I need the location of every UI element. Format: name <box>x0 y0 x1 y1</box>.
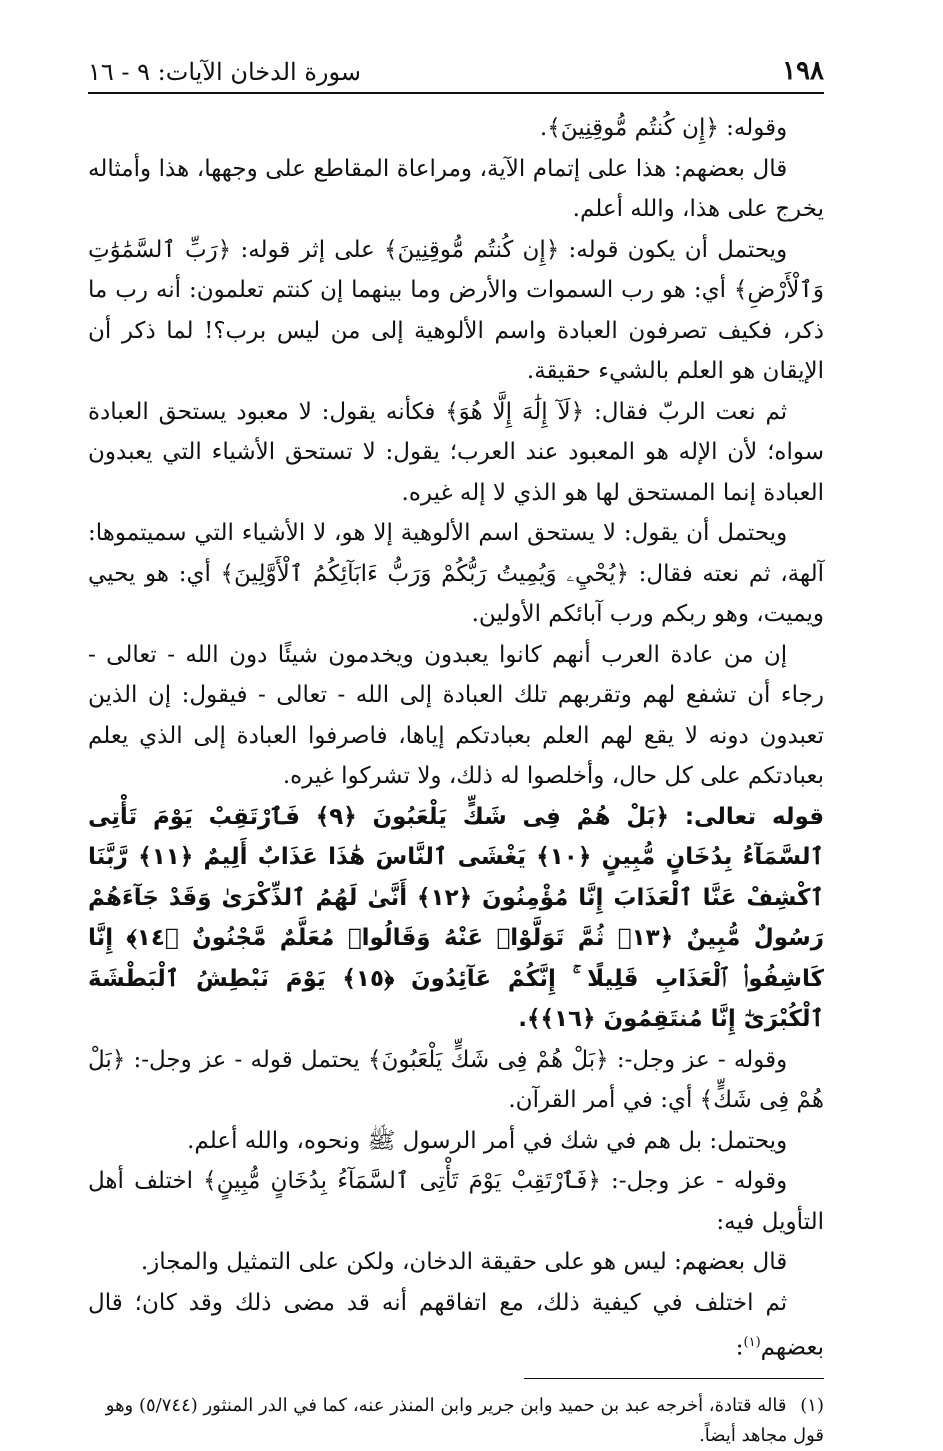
paragraph: ثم نعت الربّ فقال: ﴿لَآ إِلَٰهَ إِلَّا هُوَ﴾ فكأنه يقول: لا معبود يستحق العبادة سواه؛ لأن الإله هو المعبود عند العرب؛ يقول: لا تستحق الأشياء التي يعبدون العبادة إنما المستحق لها هو الذي لا إله غيره. <box>88 398 824 506</box>
footnote-text: قاله قتادة، أخرجه عبد بن حميد وابن جرير وابن المنذر عنه، كما في الدر المنثور (٥/٧٤٤) وهو قول مجاهد أيضاً. <box>105 1395 824 1447</box>
paragraph: قال بعضهم: ليس هو على حقيقة الدخان، ولكن على التمثيل والمجاز. <box>140 1249 788 1275</box>
paragraph-tail: : <box>735 1334 744 1361</box>
running-title: سورة الدخان الآيات: ٩ - ١٦ <box>88 58 361 86</box>
verse-block <box>88 797 824 1040</box>
footnotes <box>88 1391 824 1451</box>
paragraph: وقوله - عز وجل-: ﴿فَٱرْتَقِبْ يَوْمَ تَأْتِى ٱلسَّمَآءُ بِدُخَانٍ مُّبِينٍ﴾ اختلف أهل التأويل فيه: <box>88 1168 824 1235</box>
footnote <box>88 1391 824 1451</box>
paragraph: وقوله: ﴿إِن كُنتُم مُّوقِنِينَ﴾. <box>539 115 788 141</box>
paragraph: قال بعضهم: هذا على إتمام الآية، ومراعاة المقاطع على وجهها، هذا وأمثاله يخرج على هذا، والله أعلم. <box>88 155 824 222</box>
paragraph: إن من عادة العرب أنهم كانوا يعبدون ويخدمون شيئًا دون الله - تعالى - رجاء أن تشفع لهم وتقربهم تلك العبادة إلى الله - تعالى - فيقول: إن الذين تعبدون دونه لا يقع لهم العلم بعبادتكم إياها، فاصرفوا العبادة إلى الذي يعلم بعبادتكم على كل حال، وأخلصوا له ذلك، ولا تشركوا غيره. <box>88 641 824 789</box>
paragraph: ويحتمل أن يقول: لا يستحق اسم الألوهية إلا هو، لا الأشياء التي سميتموها: آلهة، ثم نعته فقال: ﴿يُحْيِۦ وَيُمِيتُ رَبُّكُمْ وَرَبُّ ءَابَآئِكُمُ ٱلْأَوَّلِينَ﴾ أي: هو يحيي ويميت، وهو ربكم ورب آبائكم الأولين. <box>88 520 824 627</box>
paragraph: وقوله - عز وجل-: ﴿بَلْ هُمْ فِى شَكٍّ يَلْعَبُونَ﴾ يحتمل قوله - عز وجل-: ﴿بَلْ هُمْ فِى شَكٍّ﴾ أي: في أمر القرآن. <box>88 1046 824 1113</box>
verse-lead: قوله تعالى: <box>684 803 825 830</box>
page <box>88 50 824 1451</box>
paragraph: ويحتمل: بل هم في شك في أمر الرسول ﷺ ونحوه، والله أعلم. <box>187 1127 788 1154</box>
verse-text: ﴿بَلْ هُمْ فِى شَكٍّ يَلْعَبُونَ ﴿٩﴾ فَٱرْتَقِبْ يَوْمَ تَأْتِى ٱلسَّمَآءُ بِدُخَانٍ مُّبِينٍ ﴿١٠﴾ يَغْشَى ٱلنَّاسَ هَٰذَا عَذَابٌ أَلِيمٌ ﴿١١﴾ رَّبَّنَا ٱكْشِفْ عَنَّا ٱلْعَذَابَ إِنَّا مُؤْمِنُونَ ﴿١٢﴾ أَنَّىٰ لَهُمُ ٱلذِّكْرَىٰ وَقَدْ جَآءَهُمْ رَسُولٌ مُّبِينٌ ﴿١٣﴾ ثُمَّ تَوَلَّوْا۟ عَنْهُ وَقَالُوا۟ مُعَلَّمٌ مَّجْنُونٌ ﴿١٤﴾ إِنَّا كَاشِفُوا۟ ٱلْعَذَابِ قَلِيلًا ۚ إِنَّكُمْ عَآئِدُونَ ﴿١٥﴾ يَوْمَ نَبْطِشُ ٱلْبَطْشَةَ ٱلْكُبْرَىٰٓ إِنَّا مُنتَقِمُونَ ﴿١٦﴾﴾. <box>88 803 824 1032</box>
page-header <box>88 50 824 94</box>
paragraph: ويحتمل أن يكون قوله: ﴿إِن كُنتُم مُّوقِنِينَ﴾ على إثر قوله: ﴿رَبِّ ٱلسَّمَٰوَٰتِ وَٱلْأَرْضِ﴾ أي: هو رب السموات والأرض وما بينهما إن كنتم تعلمون: أنه رب ما ذكر، فكيف تصرفون العبادة واسم الألوهية إلى من ليس برب؟! لما ذكر أن الإيقان هو العلم بالشيء حقيقة. <box>88 236 824 384</box>
footnote-marker: (١) <box>743 1335 761 1350</box>
paragraph <box>88 1283 824 1369</box>
footnote-number: (١) <box>800 1395 824 1417</box>
paragraph-text: ثم اختلف في كيفية ذلك، مع اتفاقهم أنه قد مضى ذلك وقد كان؛ قال بعضهم <box>88 1289 824 1361</box>
page-number: ١٩٨ <box>782 56 824 86</box>
footnote-divider <box>524 1378 824 1379</box>
body-text <box>88 108 824 1368</box>
